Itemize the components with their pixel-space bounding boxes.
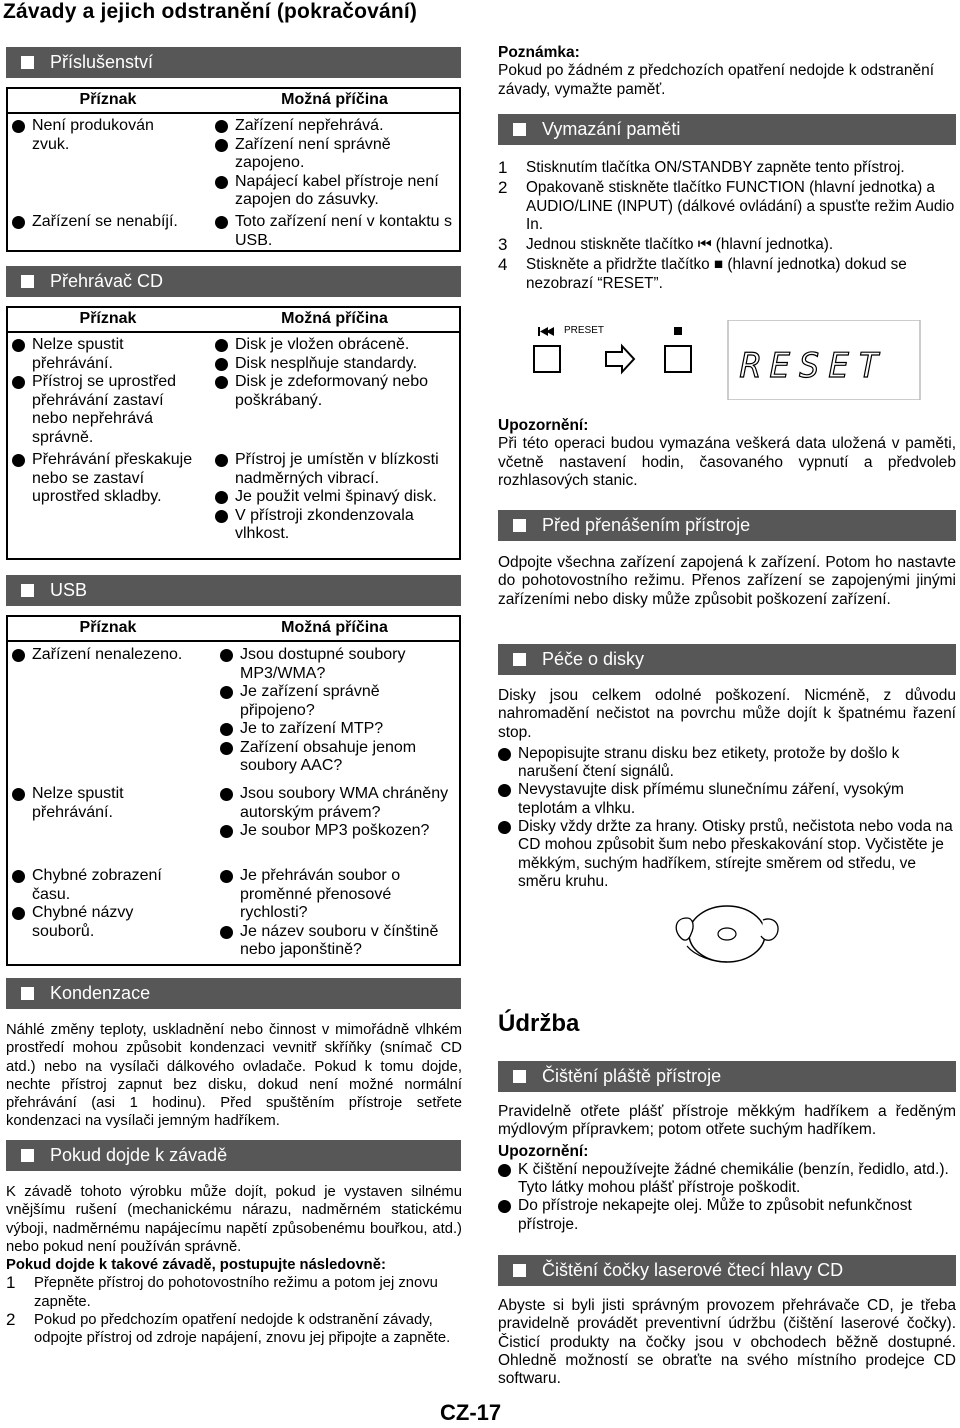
- cabinet-bullet: K čištění nepoužívejte žádné chemikálie (benzín, ředidlo, atd.). Tyto látky mohou plášť přístroje poškodit.: [498, 1161, 956, 1198]
- square-bullet-icon: [21, 584, 34, 597]
- note-label: Poznámka:: [498, 44, 580, 61]
- cause-item: Napájecí kabel přístroje není zapojen do zásuvky.: [213, 173, 453, 210]
- memory-step: 2 Opakovaně stiskněte tlačítko FUNCTION (hlavní jednotka) a AUDIO/LINE (INPUT) (dálkové ovládání) a spusťte režim Audio In.: [498, 178, 955, 233]
- stop-icon: [674, 327, 682, 335]
- section-malfunction-header: [6, 1140, 461, 1171]
- preset-label: PRESET: [564, 325, 605, 336]
- cause-item: Jsou soubory WMA chráněny autorským právem?: [218, 785, 458, 822]
- cabinet-bullet: Do přístroje nekapejte olej. Může to způsobit nefunkčnost přístroje.: [498, 1197, 956, 1234]
- note-text: Pokud po žádném z předchozích opatření nedojde k odstranění závady, vymažte paměť.: [498, 62, 935, 98]
- column-header-cause: Možná příčina: [281, 91, 388, 108]
- section-heading: Péče o disky: [542, 649, 645, 669]
- section-moving-header: [498, 510, 956, 541]
- square-bullet-icon: [21, 1149, 34, 1162]
- symptom-item: Přístroj se uprostřed přehrávání zastaví nebo nepřehrává správně.: [10, 373, 200, 447]
- symptom-item: Zařízení se nenabíjí.: [10, 213, 205, 232]
- usb-table: [6, 615, 461, 966]
- malfunction-block: [6, 1183, 462, 1348]
- section-heading: Čištění čočky laserové čtecí hlavy CD: [542, 1260, 844, 1280]
- disc-care-bullet: Nepopisujte stranu disku bez etikety, protože by došlo k narušení čtení signálů.: [498, 745, 956, 782]
- accessories-table: [6, 87, 461, 252]
- malfunction-step: 2 Pokud po předchozím opatření nedojde k odstranění závady, odpojte přístroj od zdroje napájení, znovu jej připojte a zapněte.: [6, 1310, 451, 1347]
- warning-label: Upozornění:: [498, 417, 589, 434]
- cause-item: Je zařízení správně připojeno?: [218, 683, 458, 720]
- section-heading: Příslušenství: [50, 52, 154, 72]
- memory-steps: [498, 159, 956, 293]
- cause-item: Přístroj je umístěn v blízkosti nadměrných vibrací.: [213, 451, 458, 488]
- memory-step: 3 Jednou stiskněte tlačítko ⏮ (hlavní jednotka).: [498, 235, 834, 255]
- square-bullet-icon: [513, 519, 526, 532]
- section-memory-header: [498, 114, 956, 145]
- square-bullet-icon: [513, 1070, 526, 1083]
- display-text: RESET: [740, 346, 888, 386]
- section-usb-header: [6, 575, 461, 606]
- section-heading: Kondenzace: [50, 983, 151, 1003]
- section-cabinet-header: [498, 1061, 956, 1092]
- disc-care-block: [498, 687, 956, 891]
- section-heading: Před přenášením přístroje: [542, 515, 751, 535]
- square-bullet-icon: [513, 123, 526, 136]
- section-heading: Pokud dojde k závadě: [50, 1145, 228, 1165]
- warning-block: [498, 417, 956, 490]
- cause-item: Disk je vložen obráceně.: [213, 336, 458, 355]
- prev-icon: [538, 327, 554, 336]
- column-header-symptom: Příznak: [79, 91, 137, 108]
- page-title: Závady a jejich odstranění (pokračování): [3, 0, 418, 23]
- symptom-item: Chybné názvy souborů.: [10, 904, 195, 941]
- cabinet-text: Pravidelně otřete plášť přístroje měkkým hadříkem a ředěným mýdlovým přípravkem; potom otřete suchým hadříkem.: [498, 1103, 956, 1139]
- cause-item: Zařízení obsahuje jenom soubory AAC?: [218, 739, 458, 776]
- symptom-item: Zařízení nenalezeno.: [10, 646, 215, 665]
- cause-item: Disk je zdeformovaný nebo poškrábaný.: [213, 373, 458, 410]
- column-header-cause: Možná příčina: [281, 310, 388, 327]
- cause-item: Zařízení nepřehrává.: [213, 117, 453, 136]
- square-bullet-icon: [513, 1264, 526, 1277]
- prev-button: [534, 346, 560, 372]
- square-bullet-icon: [21, 987, 34, 1000]
- section-lens-header: [498, 1255, 956, 1286]
- square-bullet-icon: [21, 56, 34, 69]
- cause-item: Jsou dostupné soubory MP3/WMA?: [218, 646, 458, 683]
- column-header-symptom: Příznak: [79, 619, 137, 636]
- stop-button: [665, 346, 691, 372]
- condensation-text: Náhlé změny teploty, uskladnění nebo činnost v mimořádně vlhkém prostředí mohou způsobit kondenzaci vevnitř skříňky (snímač CD atd.) nebo na vysílači dálkového ovladače. Pokud k tomu dojde, nechte přístroj zapnut bez disku, dokud není možné normální přehrávání (asi 1 hodinu). Před spuštěním přístroje setřete kondenzaci na vysílači jemným hadříkem.: [6, 1022, 462, 1130]
- section-cd-header: [6, 266, 461, 297]
- column-header-symptom: Příznak: [79, 310, 137, 327]
- section-heading: USB: [50, 580, 88, 600]
- cause-item: V přístroji zkondenzovala vlhkost.: [213, 507, 458, 544]
- disc-handling-illustration: [665, 900, 785, 970]
- lens-text: Abyste si byli jisti správným provozem přehrávače CD, je třeba pravidelně provádět preventivní údržbu (čištění laserové čočky). Čisticí produkty na čočky jsou v obchodech běžně dostupné. Ohledně možností se obraťte na svého místního prodejce CD softwaru.: [498, 1297, 956, 1388]
- note-block: [498, 44, 956, 99]
- square-bullet-icon: [513, 653, 526, 666]
- section-heading: Přehrávač CD: [50, 271, 164, 291]
- cause-item: Je přehráván soubor o proměnné přenosové rychlosti?: [218, 867, 458, 923]
- malfunction-text: K závadě tohoto výrobku může dojít, pokud je vystaven silnému vnějšímu rušení (mechanickému nárazu, nadměrném statickému výboji, nadměrnému napájecímu napětí způsobenému bouřkou, atd.) nebo pokud není používán správně.: [6, 1184, 462, 1255]
- square-bullet-icon: [21, 275, 34, 288]
- cd-table: [6, 306, 461, 560]
- cause-item: Je použit velmi špinavý disk.: [213, 488, 458, 507]
- disc-care-text: Disky jsou celkem odolné poškození. Nicméně, z důvodu nahromadění nečistot na povrchu může dojít k špatnému řazení stop.: [498, 687, 956, 741]
- cause-item: Je název souboru v čínštině nebo japonštině?: [218, 923, 458, 960]
- cabinet-block: [498, 1103, 956, 1234]
- malfunction-bold: Pokud dojde k takové závadě, postupujte následovně:: [6, 1257, 386, 1274]
- cause-item: Zařízení není správně zapojeno.: [213, 136, 453, 173]
- memory-step: 4 Stiskněte a přidržte tlačítko ■ (hlavní jednotka) dokud se nezobrazí “RESET”.: [498, 255, 907, 292]
- cause-item: Je to zařízení MTP?: [218, 720, 458, 739]
- reset-diagram: [530, 320, 930, 400]
- symptom-item: Přehrávání přeskakuje nebo se zastaví uprostřed skladby.: [10, 451, 200, 507]
- disc-care-bullet: Disky vždy držte za hrany. Otisky prstů, nečistota nebo voda na CD mohou způsobit šum nebo přeskakování stop. Vyčistěte je měkkým, suchým hadříkem, stírejte směrem od středu, ve směru kruhu.: [498, 818, 956, 891]
- cause-item: Disk nesplňuje standardy.: [213, 355, 458, 374]
- cause-item: Je soubor MP3 poškozen?: [218, 822, 458, 841]
- warning-text: Při této operaci budou vymazána veškerá data uložená v paměti, včetně nastavení hodin, časovaného vypnutí a předvoleb rozhlasových stanic.: [498, 435, 956, 489]
- symptom-item: Nelze spustit přehrávání.: [10, 336, 200, 373]
- disc-care-bullet: Nevystavujte disk přímému slunečnímu záření, vysokým teplotám a vlhku.: [498, 781, 956, 818]
- arrow-icon: [606, 346, 634, 372]
- maintenance-heading: Údržba: [498, 1010, 580, 1037]
- malfunction-step: 1 Přepněte přístroj do pohotovostního režimu a potom jej znovu zapněte.: [6, 1273, 438, 1310]
- page-number: CZ-17: [440, 1400, 502, 1425]
- cause-item: Toto zařízení není v kontaktu s USB.: [213, 213, 453, 250]
- column-header-cause: Možná příčina: [281, 619, 388, 636]
- moving-text: Odpojte všechna zařízení zapojená k zařízení. Potom ho nastavte do pohotovostního režimu. Přenos zařízení se zapojenými jinými zařízeními nebo disky může způsobit poškození zařízení.: [498, 554, 956, 608]
- section-heading: Vymazání paměti: [542, 119, 681, 139]
- cabinet-warning-label: Upozornění:: [498, 1142, 589, 1160]
- section-heading: Čištění pláště přístroje: [542, 1066, 722, 1086]
- symptom-item: Není produkován zvuk.: [10, 117, 195, 154]
- section-disc-care-header: [498, 644, 956, 675]
- symptom-item: Nelze spustit přehrávání.: [10, 785, 200, 822]
- section-accessories-header: [6, 47, 461, 78]
- symptom-item: Chybné zobrazení času.: [10, 867, 195, 904]
- memory-step: 1 Stisknutím tlačítka ON/STANDBY zapněte tento přístroj.: [498, 158, 905, 177]
- section-condensation-header: [6, 978, 461, 1009]
